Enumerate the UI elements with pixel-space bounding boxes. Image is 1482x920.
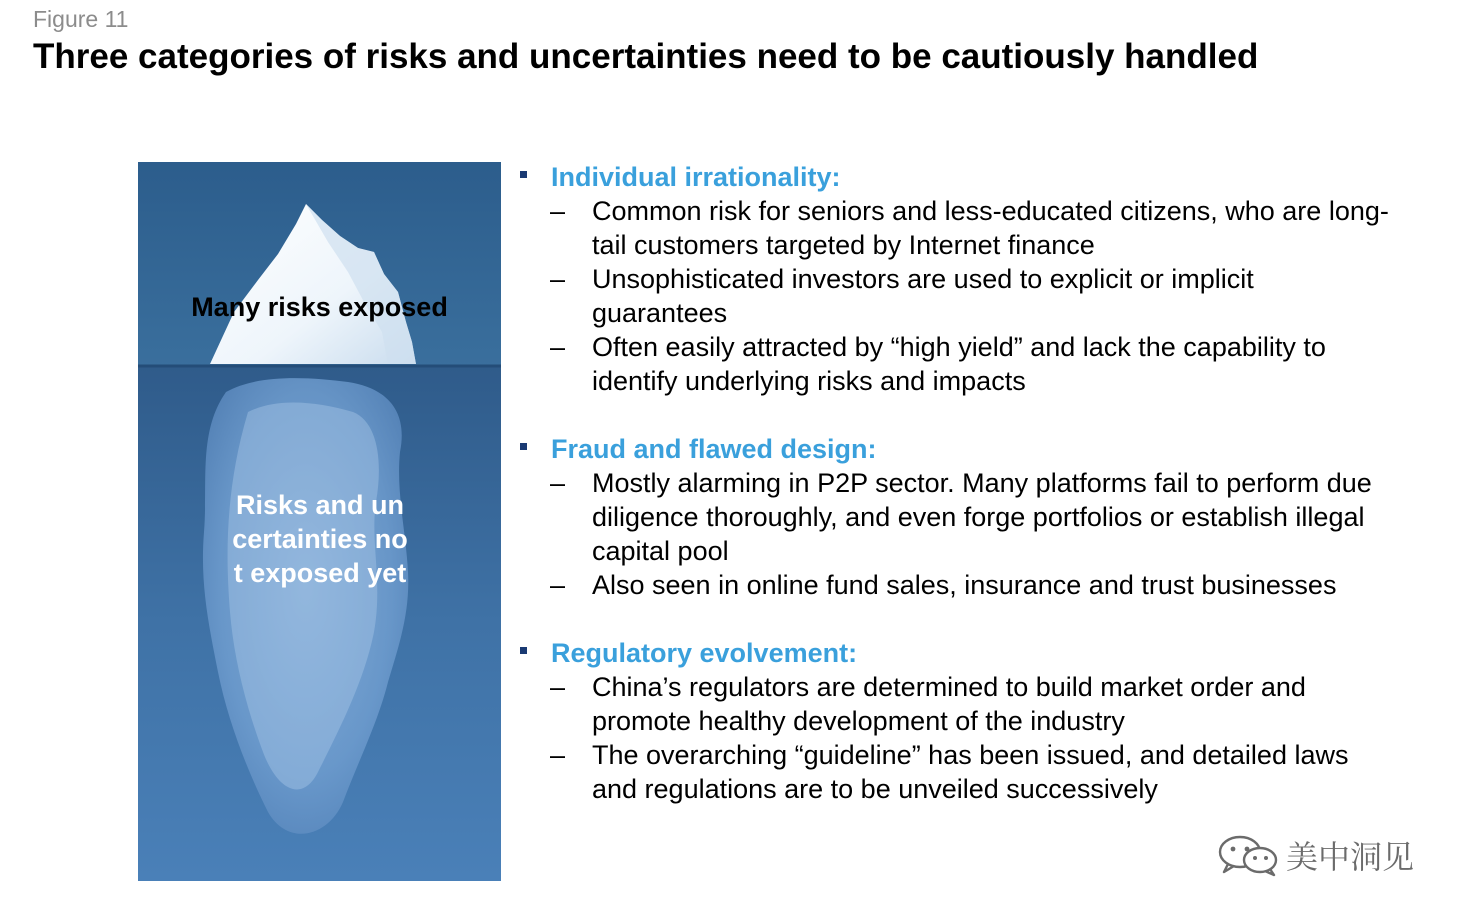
list-item-text: Also seen in online fund sales, insurance and trust businesses xyxy=(592,570,1337,600)
dash-bullet: – xyxy=(550,332,566,362)
bullet-square-icon xyxy=(520,443,527,450)
section-heading-row xyxy=(520,636,1460,670)
section-items xyxy=(520,670,1460,806)
dash-bullet: – xyxy=(550,570,566,600)
section-heading: Regulatory evolvement: xyxy=(551,638,858,668)
dash-bullet: – xyxy=(550,740,566,770)
watermark xyxy=(1216,830,1414,880)
section-regulatory-evolvement xyxy=(520,636,1460,806)
list-item xyxy=(520,738,1460,806)
list-item-text: Often easily attracted by “high yield” and lack the capability to identify underlying risks and impacts xyxy=(592,332,1326,396)
dash-bullet: – xyxy=(550,264,566,294)
bullet-square-icon xyxy=(520,647,527,654)
list-item-text: Unsophisticated investors are used to explicit or implicit guarantees xyxy=(592,264,1254,328)
wechat-icon xyxy=(1216,832,1280,878)
dash-bullet: – xyxy=(550,196,566,226)
figure-label: Figure 11 xyxy=(33,6,129,32)
risk-list xyxy=(520,160,1460,840)
section-items xyxy=(520,466,1460,602)
iceberg-top-label: Many risks exposed xyxy=(191,292,448,322)
list-item-text: Mostly alarming in P2P sector. Many platforms fail to perform due diligence thoroughly, and even forge portfolios or establish illegal capital pool xyxy=(592,468,1372,566)
bullet-square-icon xyxy=(520,171,527,178)
list-item xyxy=(520,568,1460,602)
list-item-text: Common risk for seniors and less-educated citizens, who are long-tail customers targeted by Internet finance xyxy=(592,196,1389,260)
watermark-text: 美中洞见 xyxy=(1286,838,1415,876)
dash-bullet: – xyxy=(550,672,566,702)
list-item-text: The overarching “guideline” has been issued, and detailed laws and regulations are to be unveiled successively xyxy=(592,740,1349,804)
section-items xyxy=(520,194,1460,398)
section-individual-irrationality xyxy=(520,160,1460,398)
section-heading: Fraud and flawed design: xyxy=(551,434,877,464)
list-item xyxy=(520,330,1460,398)
section-heading-row xyxy=(520,160,1460,194)
section-fraud-and-flawed-design xyxy=(520,432,1460,602)
list-item xyxy=(520,466,1460,568)
list-item xyxy=(520,670,1460,738)
iceberg-image xyxy=(138,162,501,881)
section-heading: Individual irrationality: xyxy=(551,162,841,192)
dash-bullet: – xyxy=(550,468,566,498)
list-item-text: China’s regulators are determined to build market order and promote healthy development of the industry xyxy=(592,672,1306,736)
section-heading-row xyxy=(520,432,1460,466)
page-title: Three categories of risks and uncertainties need to be cautiously handled xyxy=(33,37,1259,76)
iceberg-bottom-label: Risks and uncertainties not exposed yet xyxy=(232,490,408,588)
list-item xyxy=(520,262,1460,330)
list-item xyxy=(520,194,1460,262)
